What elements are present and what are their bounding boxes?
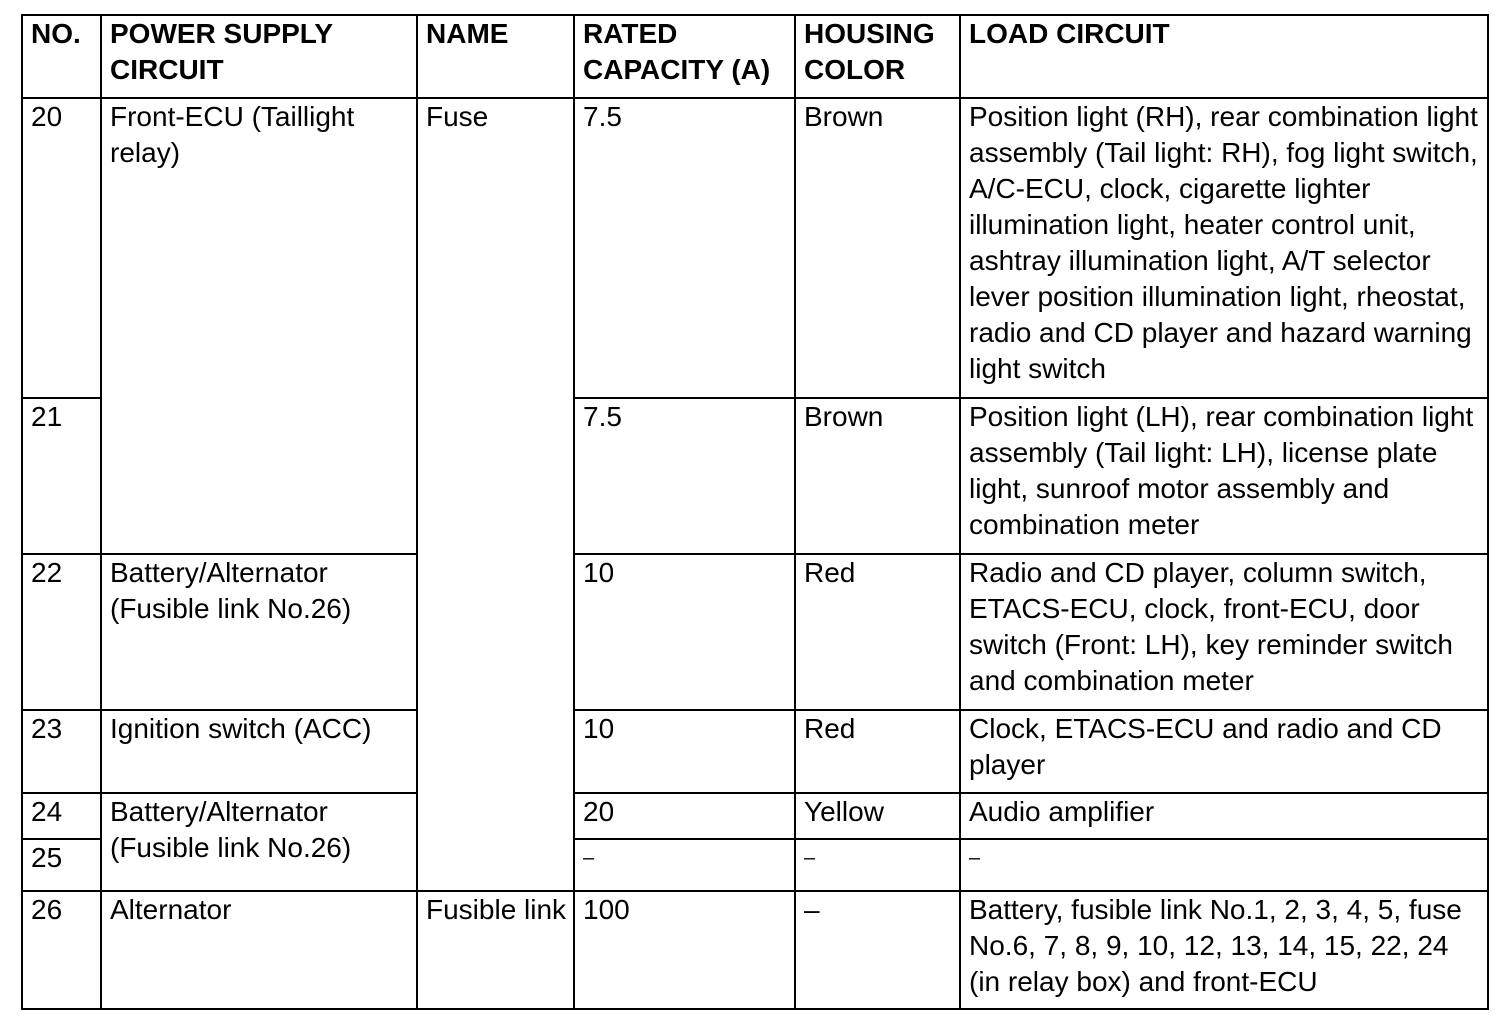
cell-rated-capacity: 7.5 <box>574 398 795 554</box>
header-power-supply-circuit: POWER SUPPLY CIRCUIT <box>101 15 417 98</box>
cell-name: Fusible link <box>417 891 574 1009</box>
cell-rated-capacity: 10 <box>574 554 795 710</box>
table-row <box>22 891 1488 1009</box>
cell-no: 26 <box>22 891 101 1009</box>
cell-housing-color: Red <box>795 554 960 710</box>
header-name: NAME <box>417 15 574 98</box>
cell-load-circuit: Position light (LH), rear combination light assembly (Tail light: LH), license plate light, sunroof motor assembly and combination meter <box>960 398 1488 554</box>
cell-power-supply-circuit: Battery/Alternator (Fusible link No.26) <box>101 793 417 891</box>
cell-rated-capacity: 20 <box>574 793 795 839</box>
cell-housing-color: Yellow <box>795 793 960 839</box>
cell-housing-color: Brown <box>795 98 960 398</box>
table-row <box>22 710 1488 793</box>
cell-rated-capacity: 7.5 <box>574 98 795 398</box>
cell-no: 20 <box>22 98 101 398</box>
cell-load-circuit: Position light (RH), rear combination light assembly (Tail light: RH), fog light switch, A/C-ECU, clock, cigarette lighter illumination light, heater control unit, ashtray illumination light, A/T selector lever position illumination light, rheostat, radio and CD player and hazard warning light switch <box>960 98 1488 398</box>
cell-housing-color: Red <box>795 710 960 793</box>
cell-no: 25 <box>22 839 101 891</box>
header-load-circuit: LOAD CIRCUIT <box>960 15 1488 98</box>
cell-load-circuit: Audio amplifier <box>960 793 1488 839</box>
header-row <box>22 15 1488 98</box>
cell-housing-color: – <box>795 839 960 891</box>
table-row <box>22 98 1488 398</box>
header-housing-color: HOUSING COLOR <box>795 15 960 98</box>
cell-load-circuit: – <box>960 839 1488 891</box>
cell-load-circuit: Battery, fusible link No.1, 2, 3, 4, 5, fuse No.6, 7, 8, 9, 10, 12, 13, 14, 15, 22, 24 (in relay box) and front-ECU <box>960 891 1488 1009</box>
header-rated-capacity: RATED CAPACITY (A) <box>574 15 795 98</box>
cell-power-supply-circuit: Battery/Alternator (Fusible link No.26) <box>101 554 417 710</box>
cell-housing-color: Brown <box>795 398 960 554</box>
cell-no: 24 <box>22 793 101 839</box>
cell-housing-color: – <box>795 891 960 1009</box>
fuse-specification-table <box>21 14 1489 1010</box>
header-no: NO. <box>22 15 101 98</box>
table-row <box>22 793 1488 839</box>
cell-rated-capacity: 10 <box>574 710 795 793</box>
cell-power-supply-circuit: Alternator <box>101 891 417 1009</box>
cell-load-circuit: Clock, ETACS-ECU and radio and CD player <box>960 710 1488 793</box>
cell-power-supply-circuit: Front-ECU (Taillight relay) <box>101 98 417 554</box>
cell-load-circuit: Radio and CD player, column switch, ETACS-ECU, clock, front-ECU, door switch (Front: LH), key reminder switch and combination meter <box>960 554 1488 710</box>
cell-rated-capacity: 100 <box>574 891 795 1009</box>
cell-rated-capacity: – <box>574 839 795 891</box>
table-row <box>22 554 1488 710</box>
cell-no: 23 <box>22 710 101 793</box>
cell-no: 21 <box>22 398 101 554</box>
cell-no: 22 <box>22 554 101 710</box>
cell-name: Fuse <box>417 98 574 891</box>
cell-power-supply-circuit: Ignition switch (ACC) <box>101 710 417 793</box>
